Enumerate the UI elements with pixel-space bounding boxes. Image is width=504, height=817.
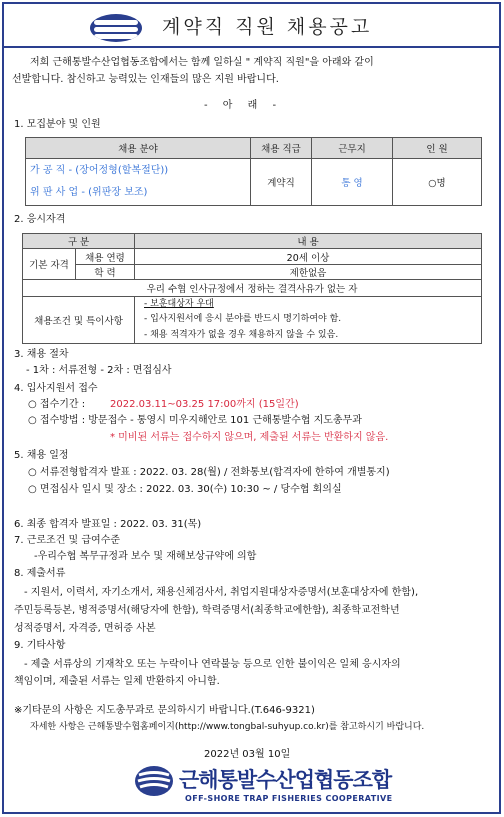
s2-age-label: 채용 연령 xyxy=(75,248,135,265)
s5-line-1: ○ 서류전형합격자 발표 : 2022. 03. 28(월) / 전화통보(합격자에 한하여 개별통지) xyxy=(28,467,390,478)
s1-place-value: 통 영 xyxy=(311,158,393,206)
section-9-heading: 9. 기타사항 xyxy=(14,640,66,651)
s2-edu-value: 제한없음 xyxy=(134,264,482,280)
contact-line-2: 자세한 사항은 근해통발수협홈페이지(http://www.tongbal-suhyup.co.kr)를 참고하시기 바랍니다. xyxy=(30,722,425,732)
section-2-heading: 2. 응시자격 xyxy=(14,214,66,225)
s1-rank-value: 계약직 xyxy=(250,158,312,206)
section-1-heading: 1. 모집분야 및 인원 xyxy=(14,119,101,130)
s8-line-2: 주민등록등본, 병적증명서(해당자에 한함), 학력증명서(최종학교에한함), 최종학교전학년 xyxy=(14,605,400,616)
cooperative-name: 근해통발수산업협동조합 xyxy=(179,768,392,792)
intro-line-2: 선발합니다. 참신하고 능력있는 인재들의 많은 지원 바랍니다. xyxy=(12,74,279,85)
s7-line: -우리수협 복무규정과 보수 및 재해보상규약에 의함 xyxy=(34,551,257,562)
s5-line-2: ○ 면접심사 일시 및 장소 : 2022. 03. 30(수) 10:30 ~ / 당수협 회의실 xyxy=(28,484,342,495)
s1-row-2: 위 판 사 업 - (위판장 보조) xyxy=(30,187,148,198)
s1-col-rank: 채용 직급 xyxy=(250,137,312,159)
s2-cond-label: 채용조건 및 특이사항 xyxy=(22,296,135,344)
below-mark: - 아 래 - xyxy=(204,100,283,111)
s3-line: - 1차 : 서류전형 - 2차 : 면접심사 xyxy=(26,365,172,376)
s1-row-1: 가 공 직 - (장어정형(할복절단)) xyxy=(30,165,169,176)
s2-col-content: 내 용 xyxy=(134,233,482,249)
cooperative-name-en: OFF-SHORE TRAP FISHERIES COOPERATIVE xyxy=(185,794,393,803)
section-5-heading: 5. 채용 일정 xyxy=(14,450,69,461)
section-3-heading: 3. 채용 절차 xyxy=(14,349,69,360)
s2-cond-1: - 보훈대상자 우대 xyxy=(144,299,214,309)
s2-cond-2: - 입사지원서에 응시 분야를 반드시 명기하여야 함. xyxy=(144,314,342,324)
s4-period-label: ○ 접수기간 : xyxy=(28,399,86,410)
s4-method: ○ 접수방법 : 방문접수 - 통영시 미우지해안로 101 근해통발수협 지도총무과 xyxy=(28,415,362,426)
s9-line-1: - 제출 서류상의 기재착오 또는 누락이나 연락불능 등으로 인한 불이익은 일체 응시자의 xyxy=(24,659,401,670)
s2-col-type: 구 분 xyxy=(22,233,135,249)
contact-line-1: ※기타문의 사항은 지도총무과로 문의하시기 바랍니다.(T.646-9321) xyxy=(14,705,315,716)
s1-col-field: 채용 분야 xyxy=(25,137,251,159)
section-4-heading: 4. 입사지원서 접수 xyxy=(14,383,98,394)
section-7-heading: 7. 근로조건 및 급여수준 xyxy=(14,535,121,546)
s9-line-2: 책임이며, 제출된 서류는 일체 반환하지 아니함. xyxy=(14,676,220,687)
section-6-heading: 6. 최종 합격자 발표일 : 2022. 03. 31(목) xyxy=(14,519,202,530)
s1-count-value: ○명 xyxy=(392,158,482,206)
s4-note: * 미비된 서류는 접수하지 않으며, 제출된 서류는 반환하지 않음. xyxy=(110,432,389,443)
s2-cond-3: - 채용 적격자가 없을 경우 채용하지 않을 수 있음. xyxy=(144,330,339,340)
s2-edu-label: 학 력 xyxy=(75,264,135,280)
s1-col-place: 근무지 xyxy=(311,137,393,159)
s2-age-value: 20세 이상 xyxy=(134,248,482,265)
intro-line-1: 저희 근해통발수산업협동조합에서는 함께 일하실 " 계약직 직원"을 아래와 같이 xyxy=(30,57,374,68)
s8-line-3: 성적증명서, 자격증, 면허증 사본 xyxy=(14,623,156,634)
notice-frame xyxy=(2,2,501,814)
s8-line-1: - 지원서, 이력서, 자기소개서, 채용신체검사서, 취업지원대상자증명서(보훈대상자에 한함), xyxy=(24,587,419,598)
fish-logo-icon xyxy=(90,14,142,42)
section-8-heading: 8. 제출서류 xyxy=(14,568,66,579)
notice-header xyxy=(4,4,499,48)
s2-basic-label: 기본 자격 xyxy=(22,248,76,280)
s2-rule: 우리 수협 인사규정에서 정하는 결격사유가 없는 자 xyxy=(22,279,482,297)
cooperative-logo-icon xyxy=(134,764,174,798)
notice-date: 2022년 03월 10일 xyxy=(204,749,291,760)
s1-col-count: 인 원 xyxy=(392,137,482,159)
s4-period-value: 2022.03.11~03.25 17:00까지 (15일간) xyxy=(110,399,299,410)
page-title: 계약직 직원 채용공고 xyxy=(162,16,373,38)
